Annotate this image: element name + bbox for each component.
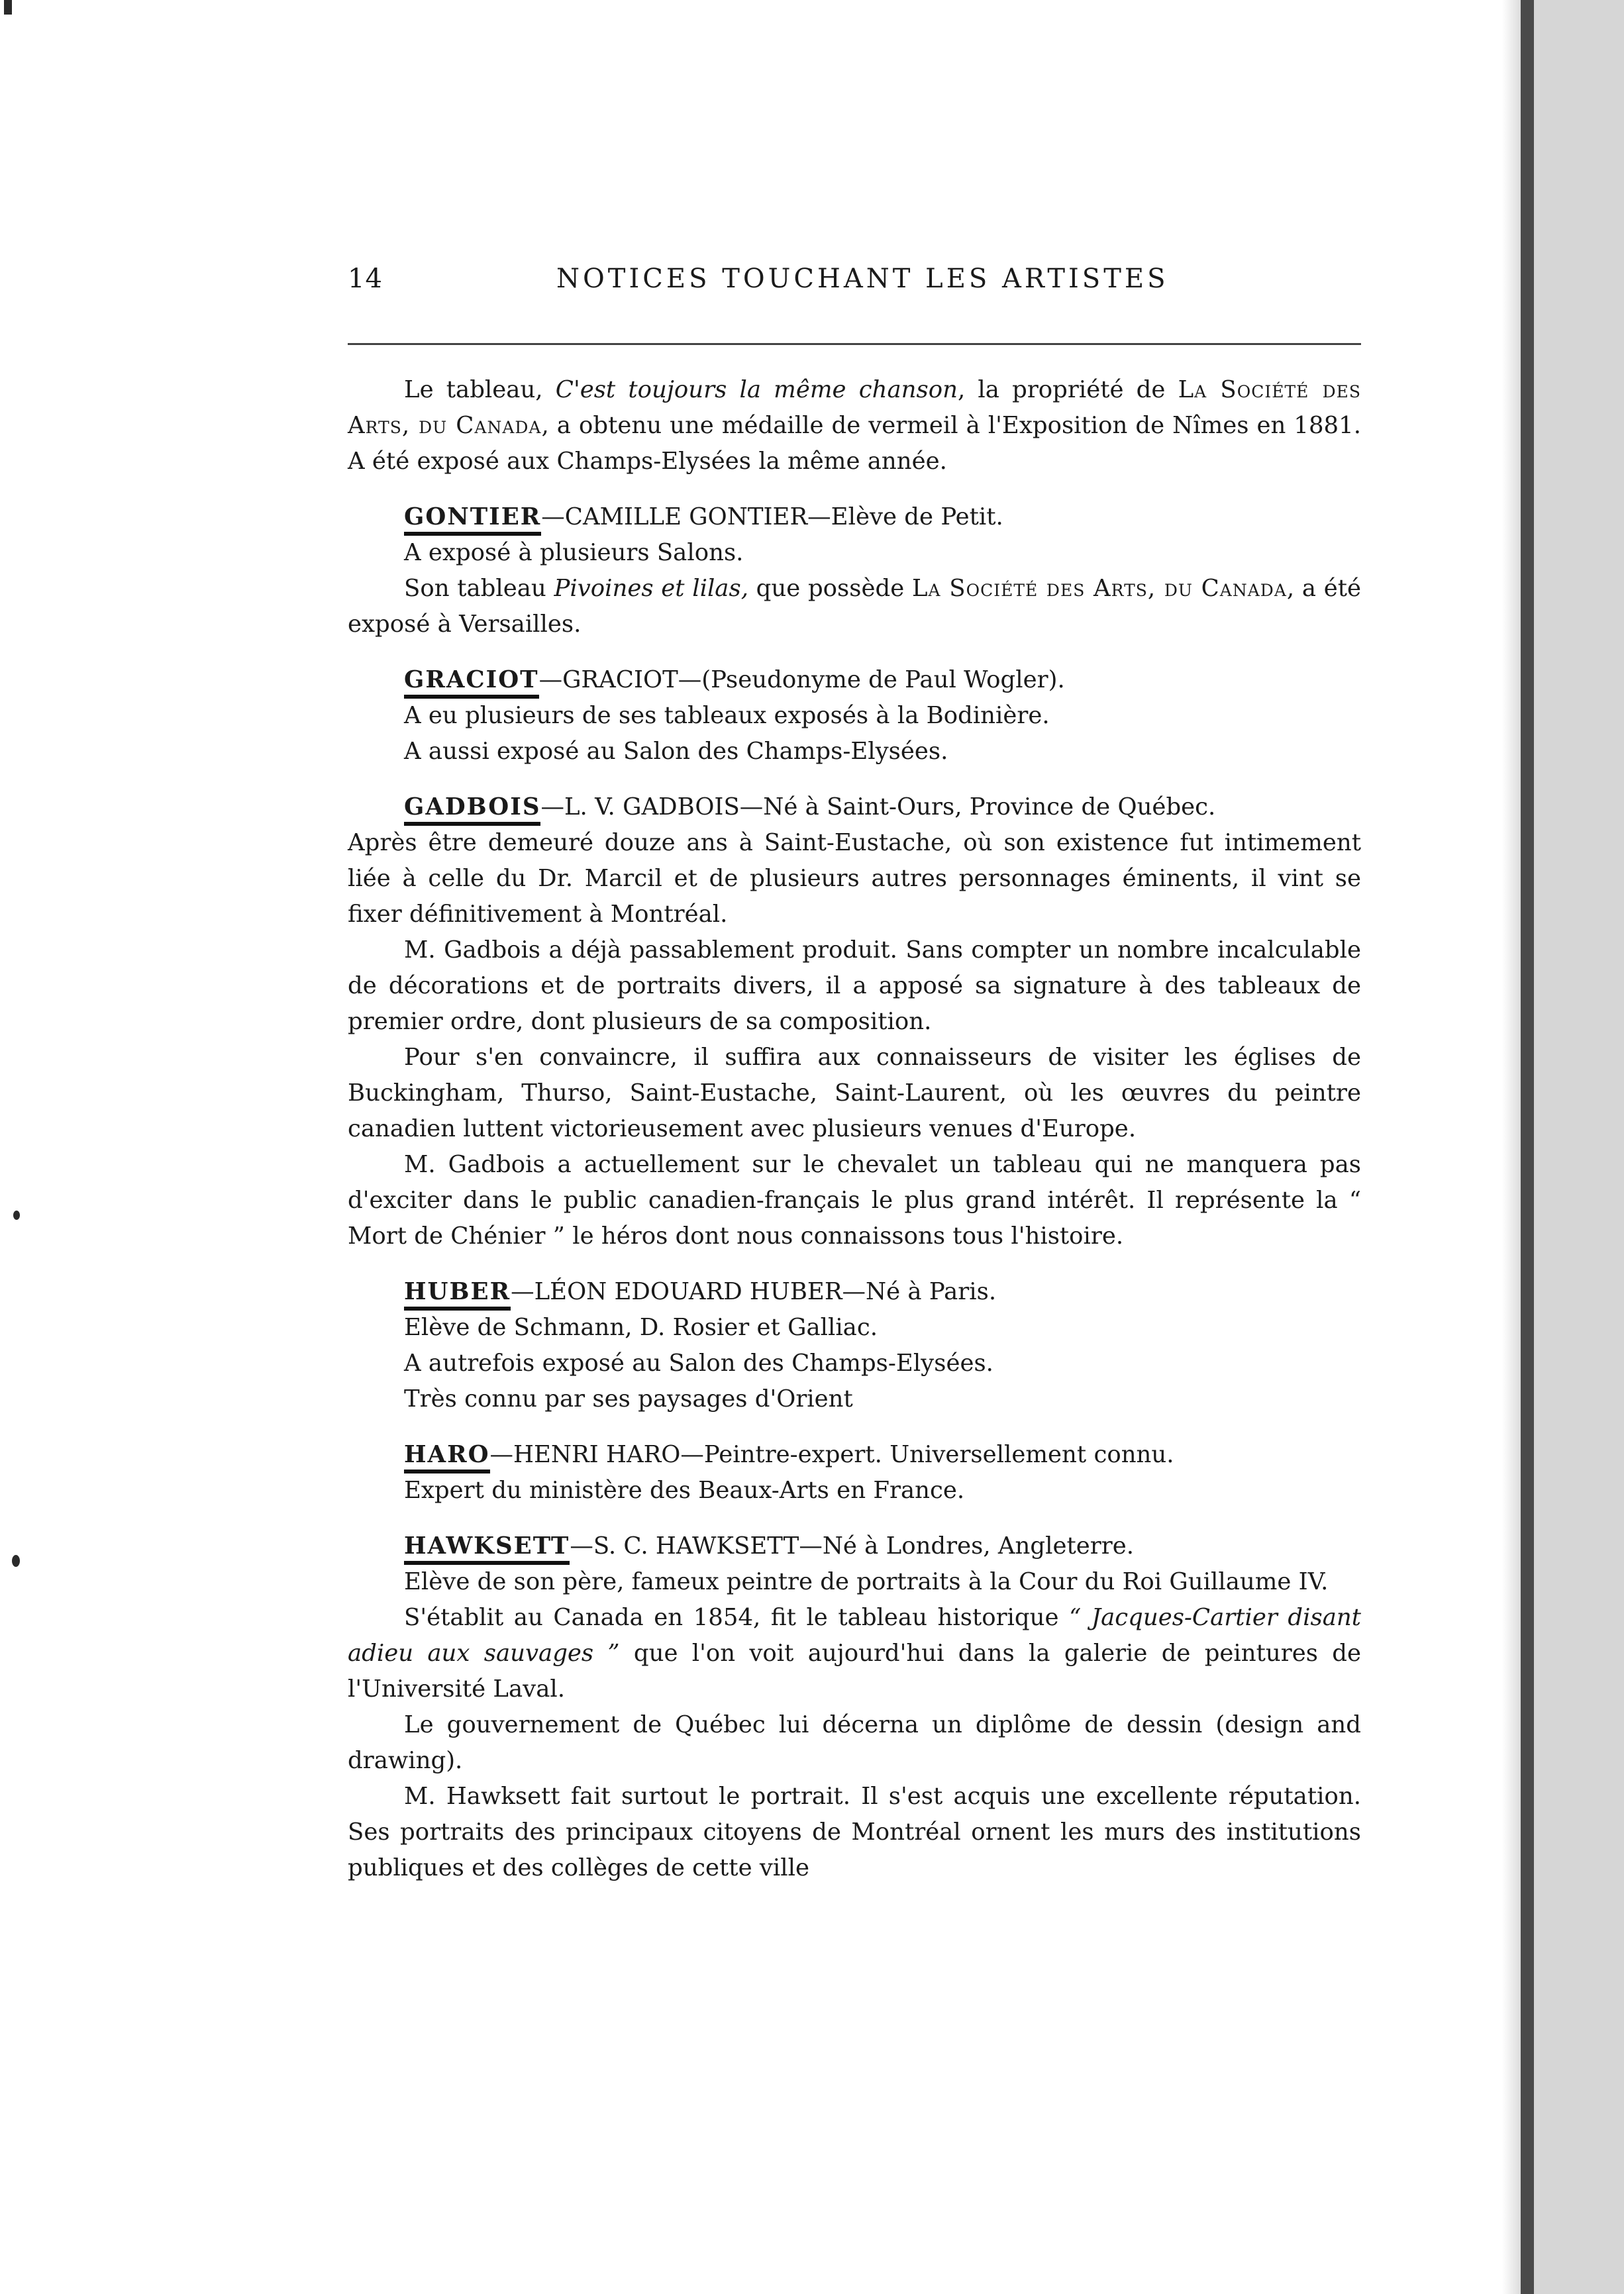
scan-speck bbox=[4, 0, 12, 15]
entry-graciot bbox=[348, 662, 1361, 770]
scan-margin bbox=[1534, 0, 1624, 2294]
entry-line: Expert du ministère des Beaux-Arts en France. bbox=[404, 1477, 965, 1504]
entry-paragraph: Son tableau Pivoines et lilas, que possède La Société des Arts, du Canada, a été exposé à Versailles. bbox=[348, 575, 1362, 638]
running-title: NOTICES TOUCHANT LES ARTISTES bbox=[556, 264, 1169, 294]
entry-line: A aussi exposé au Salon des Champs-Elysées. bbox=[404, 738, 948, 765]
entry-line: Elève de Schmann, D. Rosier et Galliac. bbox=[404, 1314, 878, 1341]
entry-heading: HAWKSETT—S. C. HAWKSETT—Né à Londres, Angleterre. bbox=[348, 1528, 1361, 1564]
entry-paragraph: Elève de son père, fameux peintre de portraits à la Cour du Roi Guillaume IV. bbox=[404, 1568, 1329, 1595]
entry-gontier bbox=[348, 499, 1361, 642]
entry-haro bbox=[348, 1437, 1361, 1509]
entry-line: Très connu par ses paysages d'Orient bbox=[404, 1385, 853, 1413]
page-edge bbox=[1521, 0, 1534, 2294]
entry-heading: HARO—HENRI HARO—Peintre-expert. Universellement connu. bbox=[348, 1437, 1361, 1473]
entry-heading: HUBER—LÉON EDOUARD HUBER—Né à Paris. bbox=[348, 1274, 1361, 1310]
entry-heading: GRACIOT—GRACIOT—(Pseudonyme de Paul Wogler). bbox=[348, 662, 1361, 698]
entry-heading: GADBOIS—L. V. GADBOIS—Né à Saint-Ours, Province de Québec. bbox=[348, 789, 1361, 825]
artist-surname: HAWKSETT bbox=[404, 1532, 570, 1565]
scan-speck bbox=[12, 1555, 20, 1567]
artist-surname: GONTIER bbox=[404, 503, 541, 536]
entry-paragraph: Après être demeuré douze ans à Saint-Eustache, où son existence fut intimement liée à celle du Dr. Marcil et de plusieurs autres personnages éminents, il vint se fixer définitivement à Montréal. bbox=[348, 829, 1361, 928]
page-body bbox=[348, 372, 1361, 1886]
entry-paragraph: M. Gadbois a actuellement sur le chevalet un tableau qui ne manquera pas d'exciter dans le public canadien-français le plus grand intérêt. Il représente la “ Mort de Chénier ” le héros dont nous connaissons tous l'histoire. bbox=[348, 1151, 1361, 1250]
entry-heading: GONTIER—CAMILLE GONTIER—Elève de Petit. bbox=[348, 499, 1361, 535]
entry-gadbois bbox=[348, 789, 1361, 1254]
page-number: 14 bbox=[348, 264, 383, 294]
entry-line: A autrefois exposé au Salon des Champs-Elysées. bbox=[404, 1350, 993, 1377]
scan-speck bbox=[13, 1211, 20, 1220]
artist-surname: GRACIOT bbox=[404, 666, 539, 699]
entry-paragraph: S'établit au Canada en 1854, fit le tableau historique “ Jacques-Cartier disant adieu aux sauvages ” que l'on voit aujourd'hui dans la galerie de peintures de l'Université Laval. bbox=[348, 1604, 1362, 1703]
entry-paragraph: Le gouvernement de Québec lui décerna un diplôme de dessin (design and drawing). bbox=[348, 1711, 1361, 1774]
running-head bbox=[348, 264, 1361, 303]
artist-surname: GADBOIS bbox=[404, 793, 540, 826]
entry-line: A exposé à plusieurs Salons. bbox=[404, 539, 744, 566]
artist-surname: HARO bbox=[404, 1441, 490, 1473]
entry-huber bbox=[348, 1274, 1361, 1417]
artist-surname: HUBER bbox=[404, 1278, 511, 1311]
entry-paragraph: M. Gadbois a déjà passablement produit. Sans compter un nombre incalculable de décorations et de portraits divers, il a apposé sa signature à des tableaux de premier ordre, dont plusieurs de sa composition. bbox=[348, 936, 1361, 1035]
intro-entry bbox=[348, 372, 1361, 479]
entry-paragraph: M. Hawksett fait surtout le portrait. Il s'est acquis une excellente réputation. Ses portraits des principaux citoyens de Montréal ornent les murs des institutions publiques et des collèges de cette ville bbox=[348, 1783, 1361, 1881]
entry-line: A eu plusieurs de ses tableaux exposés à la Bodinière. bbox=[404, 702, 1050, 729]
entry-hawksett bbox=[348, 1528, 1361, 1886]
intro-paragraph: Le tableau, C'est toujours la même chanson, la propriété de La Société des Arts, du Canada, a obtenu une médaille de vermeil à l'Exposition de Nîmes en 1881. A été exposé aux Champs-Elysées la même année. bbox=[348, 376, 1361, 475]
page-edge-shadow bbox=[1502, 0, 1521, 2294]
header-rule bbox=[348, 343, 1361, 345]
entry-paragraph: Pour s'en convaincre, il suffira aux connaisseurs de visiter les églises de Buckingham, Thurso, Saint-Eustache, Saint-Laurent, où les œuvres du peintre canadien luttent victorieusement avec plusieurs venues d'Europe. bbox=[348, 1044, 1361, 1142]
